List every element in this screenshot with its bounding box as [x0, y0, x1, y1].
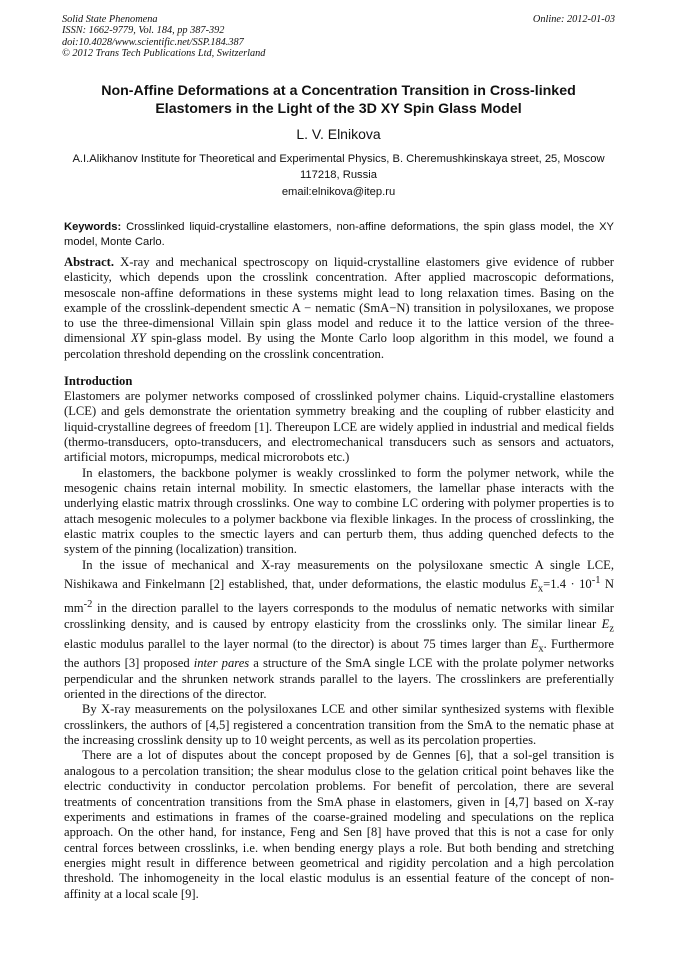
p3-text-b: in the direction parallel to the layers corresponds to the modulus of nematic networks with similar crosslinking density, and is caused by entropy elasticity from the crosslinks only. The similar linear	[64, 601, 614, 631]
abstract-xy: XY	[131, 331, 146, 346]
paper-author: L. V. Elnikova	[296, 126, 381, 142]
p3-unit-sup: -2	[83, 599, 93, 611]
author-affiliation: A.I.Alikhanov Institute for Theoretical and Experimental Physics, B. Cheremushkinskaya street, 25, Moscow 117218, Russia	[72, 153, 605, 181]
p3-ez: E	[601, 616, 610, 631]
p3-text-e: a structure of the SmA single LCE with the prolate polymer networks perpendicular and the shrunken network strands parallel to the layers. The crosslinkers are preferentially oriented in the directions of the director.	[64, 656, 614, 702]
p3-text-d: . Furthermore the authors [3] proposed	[64, 636, 614, 671]
p3-unit: N mm	[64, 577, 614, 616]
intro-paragraph-1: Elastomers are polymer networks composed of crosslinked polymer chains. Liquid-crystalline elastomers (LCE) and gels demonstrate the orientation symmetry breaking and the coupling of rubber elasticity and liquid-crystalline degrees of freedom [1]. Thereupon LCE are widely applied in industrial and medical fields (thermo-transducers, opto-transducers, and electromechanical transducers such as sensors and actuators, artificial motors, micropumps, medical microrobots etc.)	[64, 389, 614, 465]
intro-paragraph-2: In elastomers, the backbone polymer is weakly crosslinked to form the polymer network, while the mesogenic chains retain internal mobility. In smectic elastomers, the lamellar phase interacts with the underlying elastic matrix through crosslinks. One way to combine LC ordering with polymer properties is to attach mesogenic molecules to a polymer backbone via flexible linkages. In the process of crosslinking, the elastic matrix couples to the smectic layers and can perturb them, thus adding quenched defects to the system of the pinning (localization) transition.	[64, 465, 614, 557]
p3-ex2-sub: x	[538, 643, 544, 655]
journal-name: Solid State Phenomena	[62, 14, 158, 25]
issn-line: ISSN: 1662-9779, Vol. 184, pp 387-392	[62, 25, 225, 37]
journal-header	[62, 14, 615, 60]
intro-paragraph-5: There are a lot of disputes about the concept proposed by de Gennes [6], that a sol-gel transition is analogous to a percolation transition; the shear modulus close to the gelation critical point behaves like the electric conductivity in conductor percolation problems. For benefit of percolation, there are several treatments of concentration transitions from the SmA phase in elastomers, given in [4,7] based on X-ray experiments and estimations in frames of the coarse-grained modeling and speculations on the replica approach. On the other hand, for instance, Feng and Sen [8] have proved that this is not a case for only central forces between crosslinks, i.e. when bending energy plays a role. But both bending and stretching energies might result in difference between geometrical and rigidity percolation and a high percolation threshold. The inhomogeneity in the local elastic modulus is an essential feature of the concept of non-affinity at a local scale [9].	[64, 748, 614, 901]
p3-inter-pares: inter pares	[193, 656, 250, 671]
paper-title: Non-Affine Deformations at a Concentration Transition in Cross-linked Elastomers in the Light of the 3D XY Spin Glass Model	[101, 83, 576, 117]
intro-paragraph-4: By X-ray measurements on the polysiloxanes LCE and other similar synthesized systems with flexible crosslinkers, the authors of [4,5] registered a concentration transition from the SmA to the nematic phase at the increasing crosslink density up to 10 weight percents, as well as its percolation properties.	[64, 702, 614, 748]
author-email: email:elnikova@itep.ru	[281, 186, 396, 198]
copyright-line: © 2012 Trans Tech Publications Ltd, Switzerland	[62, 48, 266, 60]
keywords-label: Keywords:	[64, 221, 122, 233]
introduction-heading: Introduction	[64, 374, 133, 388]
abstract-label: Abstract.	[64, 255, 115, 269]
p3-text-a: In the issue of mechanical and X-ray measurements on the polysiloxane smectic A single LCE, Nishikawa and Finkelmann [2] established, that, under deformations, the elastic modulus	[64, 557, 614, 592]
intro-paragraph-3	[64, 558, 614, 703]
doi-line: doi:10.4028/www.scientific.net/SSP.184.387	[62, 36, 244, 48]
p3-value-sup: -1	[591, 575, 601, 587]
online-date: Online: 2012-01-03	[532, 14, 615, 25]
p3-ex-sub: x	[537, 583, 544, 595]
p3-ex: E	[530, 577, 538, 592]
p3-text-c: elastic modulus parallel to the layer normal (to the director) is about 75 times larger than	[64, 636, 531, 651]
introduction-body	[64, 389, 614, 902]
p3-ex2: E	[530, 636, 539, 651]
keywords-section	[64, 220, 614, 250]
abstract-text-1: X-ray and mechanical spectroscopy on liquid-crystalline elastomers give evidence of rubber elasticity, which depends upon the crosslink concentration. After applied macroscopic deformations, mesoscale non-affine deformations in these systems might lead to long relaxation times. Basing on the example of the crosslink-dependent smectic A − nematic (SmA−N) transition in polysiloxanes, we propose to use the three-dimensional Villain spin glass model and reduce it to the lattice version of the three-dimensional	[64, 255, 614, 346]
abstract-section	[64, 255, 614, 362]
p3-ez-sub: z	[609, 623, 614, 635]
p3-value: =1.4 · 10	[543, 577, 592, 592]
abstract-text-2: spin-glass model. By using the Monte Carlo loop algorithm in this model, we found a percolation threshold depending on the crosslink concentration.	[64, 331, 614, 361]
keywords-text: Crosslinked liquid-crystalline elastomers, non-affine deformations, the spin glass model, the XY model, Monte Carlo.	[64, 221, 614, 248]
